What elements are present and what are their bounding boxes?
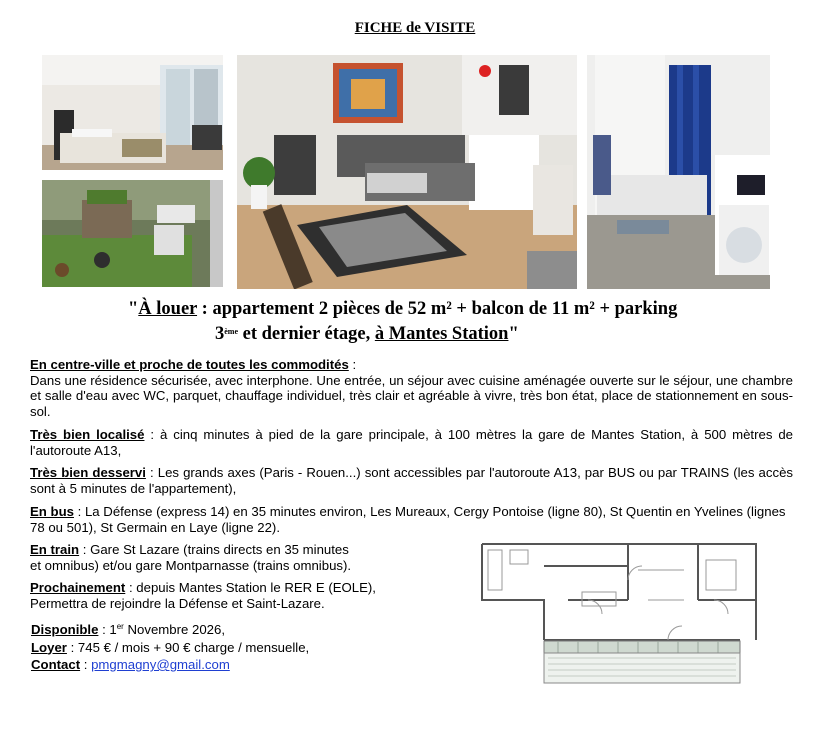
section-localise-label: Très bien localisé — [30, 427, 145, 442]
section-desservi-label: Très bien desservi — [30, 465, 146, 480]
page-title: FICHE de VISITE — [354, 20, 476, 36]
contact-line: Contact : pmgmagny@gmail.com — [31, 657, 230, 672]
loyer-line: Loyer : 745 € / mois + 90 € charge / mensuelle, — [31, 639, 310, 655]
location-label: à Mantes Station — [374, 324, 509, 344]
section-centre-label: En centre-ville et proche de toutes les commodités — [30, 357, 349, 372]
contact-email-link[interactable]: pmgmagny@gmail.com — [91, 657, 230, 672]
a-louer-label: À louer — [138, 299, 198, 319]
loyer-label: Loyer — [31, 639, 67, 655]
disponible-line: Disponible : 1er Novembre 2026, — [31, 622, 226, 637]
section-train-label: En train — [30, 542, 80, 557]
section-desservi: Très bien desservi : Les grands axes (Paris - Rouen...) sont accessibles par l'autoroute A13, par BUS ou par TRAINS (les accès sont à 5 minutes de l'appartement), — [30, 465, 793, 496]
section-bus: En bus : La Défense (express 14) en 35 minutes environ, Les Mureaux, Cergy Pontoise (ligne 80), St Quentin en Yvelines (lignes 78 ou 501), St Germain en Laye (ligne 22). — [30, 504, 786, 535]
headline-line-1: "À louer : appartement 2 pièces de 52 m² + balcon de 11 m² + parking — [128, 299, 678, 319]
floor-plan — [478, 540, 760, 690]
bathroom-photo — [587, 55, 770, 289]
bedroom-photo — [42, 55, 223, 170]
section-bus-label: En bus — [30, 504, 74, 519]
disponible-label: Disponible — [31, 622, 99, 637]
section-train: En train : Gare St Lazare (trains directs en 35 minutes et omnibus) et/ou gare Montparnasse (trains omnibus). — [30, 542, 352, 573]
section-prochainement: Prochainement : depuis Mantes Station le RER E (EOLE), Permettra de rejoindre la Défense et Saint-Lazare. — [30, 580, 376, 611]
details-block — [31, 621, 451, 674]
headline-line-2: 3ème et dernier étage, à Mantes Station" — [215, 324, 519, 344]
section-prochainement-label: Prochainement — [30, 580, 126, 595]
contact-label: Contact — [31, 657, 81, 672]
balcony-photo — [42, 180, 223, 287]
living-room-photo — [237, 55, 577, 289]
section-centre: En centre-ville et proche de toutes les commodités : Dans une résidence sécurisée, avec interphone. Une entrée, un séjour avec cuisine aménagée ouverte sur le séjour, une chambre et salle d'eau avec WC, parquet, chauffage individuel, très clair et agréable à vivre, très bon état, place de stationnement en sous-sol. — [30, 357, 793, 419]
section-localise: Très bien localisé : à cinq minutes à pied de la gare principale, à 100 mètres la gare de Mantes Station, à 500 mètres de l'autoroute A13, — [30, 427, 794, 458]
